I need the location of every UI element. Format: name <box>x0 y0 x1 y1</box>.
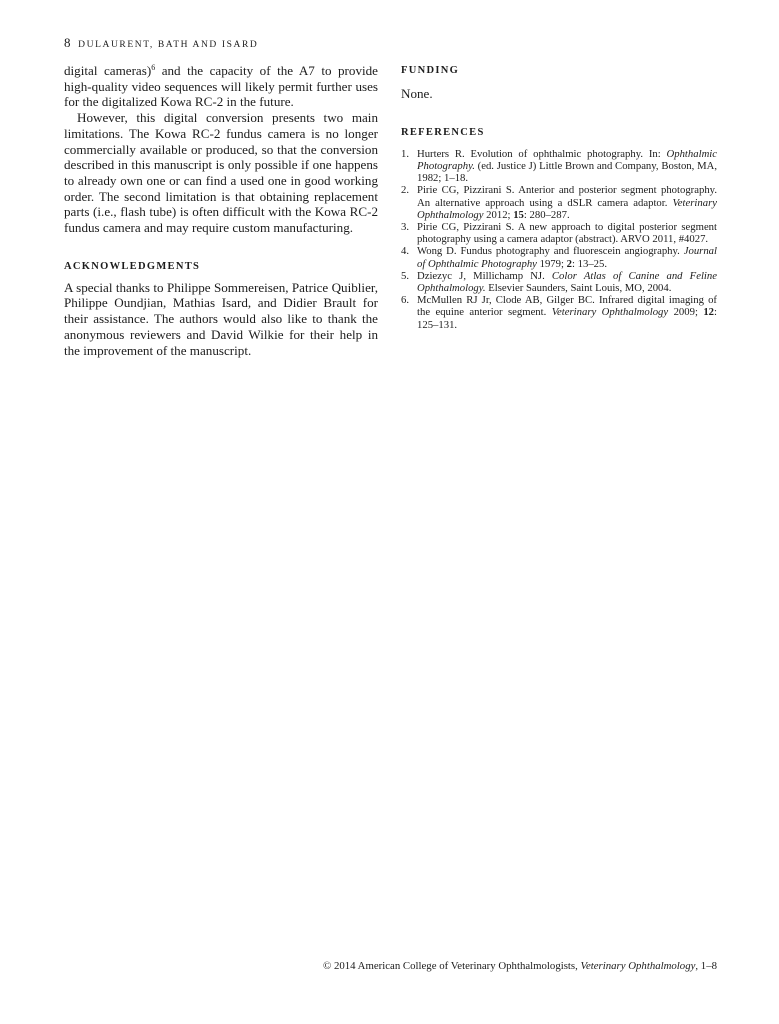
running-head <box>64 35 258 51</box>
funding-heading: FUNDING <box>401 65 460 76</box>
footer-journal-name: Veterinary Ophthalmology <box>580 960 696 972</box>
funding-text: None. <box>401 86 433 101</box>
reference-item: 2. Pirie CG, Pizzirani S. Anterior and posterior segment photography. An alternative approach using a dSLR camera adaptor. Veterinary Ophthalmology 2012; 15: 280–287. <box>401 184 717 221</box>
reference-item: 4. Wong D. Fundus photography and fluorescein angiography. Journal of Ophthalmic Photography 1979; 2: 13–25. <box>401 245 717 270</box>
right-column <box>401 63 717 331</box>
reference-list <box>401 148 717 331</box>
reference-item: 5. Dziezyc J, Millichamp NJ. Color Atlas of Canine and Feline Ophthalmology. Elsevier Saunders, Saint Louis, MO, 2004. <box>401 269 717 294</box>
left-column <box>64 63 378 358</box>
acknowledgments-heading: ACKNOWLEDGMENTS <box>64 260 201 272</box>
page-number: 8 <box>64 35 71 50</box>
reference-item: 6. McMullen RJ Jr, Clode AB, Gilger BC. Infrared digital imaging of the equine anterior segment. Veterinary Ophthalmology 2009; 12: 125–131. <box>401 294 717 331</box>
copyright-footer: © 2014 American College of Veterinary Ophthalmologists, Veterinary Ophthalmology, 1–8 <box>323 960 717 972</box>
running-head-authors: DULAURENT, BATH AND ISARD <box>78 40 259 50</box>
references-heading: REFERENCES <box>401 126 485 138</box>
paragraph-limitations: However, this digital conversion presents two main limitations. The Kowa RC-2 fundus camera is no longer commercially available or produced, so that the conversion described in this manuscript is only possible if one happens to already own one or can find a used one in good working order. The second limitation is that obtaining replacement parts (i.e., flash tube) is often difficult with the Kowa RC-2 fundus camera and may require custom manufacturing. <box>64 110 378 236</box>
acknowledgments-text: A special thanks to Philippe Sommereisen, Patrice Quiblier, Philippe Oundjian, Mathias Isard, and Didier Brault for their assistance. The authors would also like to thank the anonymous reviewers and David Wilkie for their help in the improvement of the manuscript. <box>64 279 378 358</box>
reference-item: 3. Pirie CG, Pizzirani S. A new approach to digital posterior segment photography using a camera adaptor (abstract). ARVO 2011, #4027. <box>401 220 717 246</box>
paragraph-video-sequences: digital cameras)$^6$ and the capacity of the A7 to provide high-quality video sequences will likely permit further uses for the digitalized Kowa RC-2 in the future. <box>64 63 378 110</box>
citation-superscript: 6 <box>151 63 156 72</box>
reference-item: 1. Hurters R. Evolution of ophthalmic photography. In: Ophthalmic Photography. (ed. Justice J) Little Brown and Company, Boston, MA, 1982; 1–18. <box>401 147 717 185</box>
